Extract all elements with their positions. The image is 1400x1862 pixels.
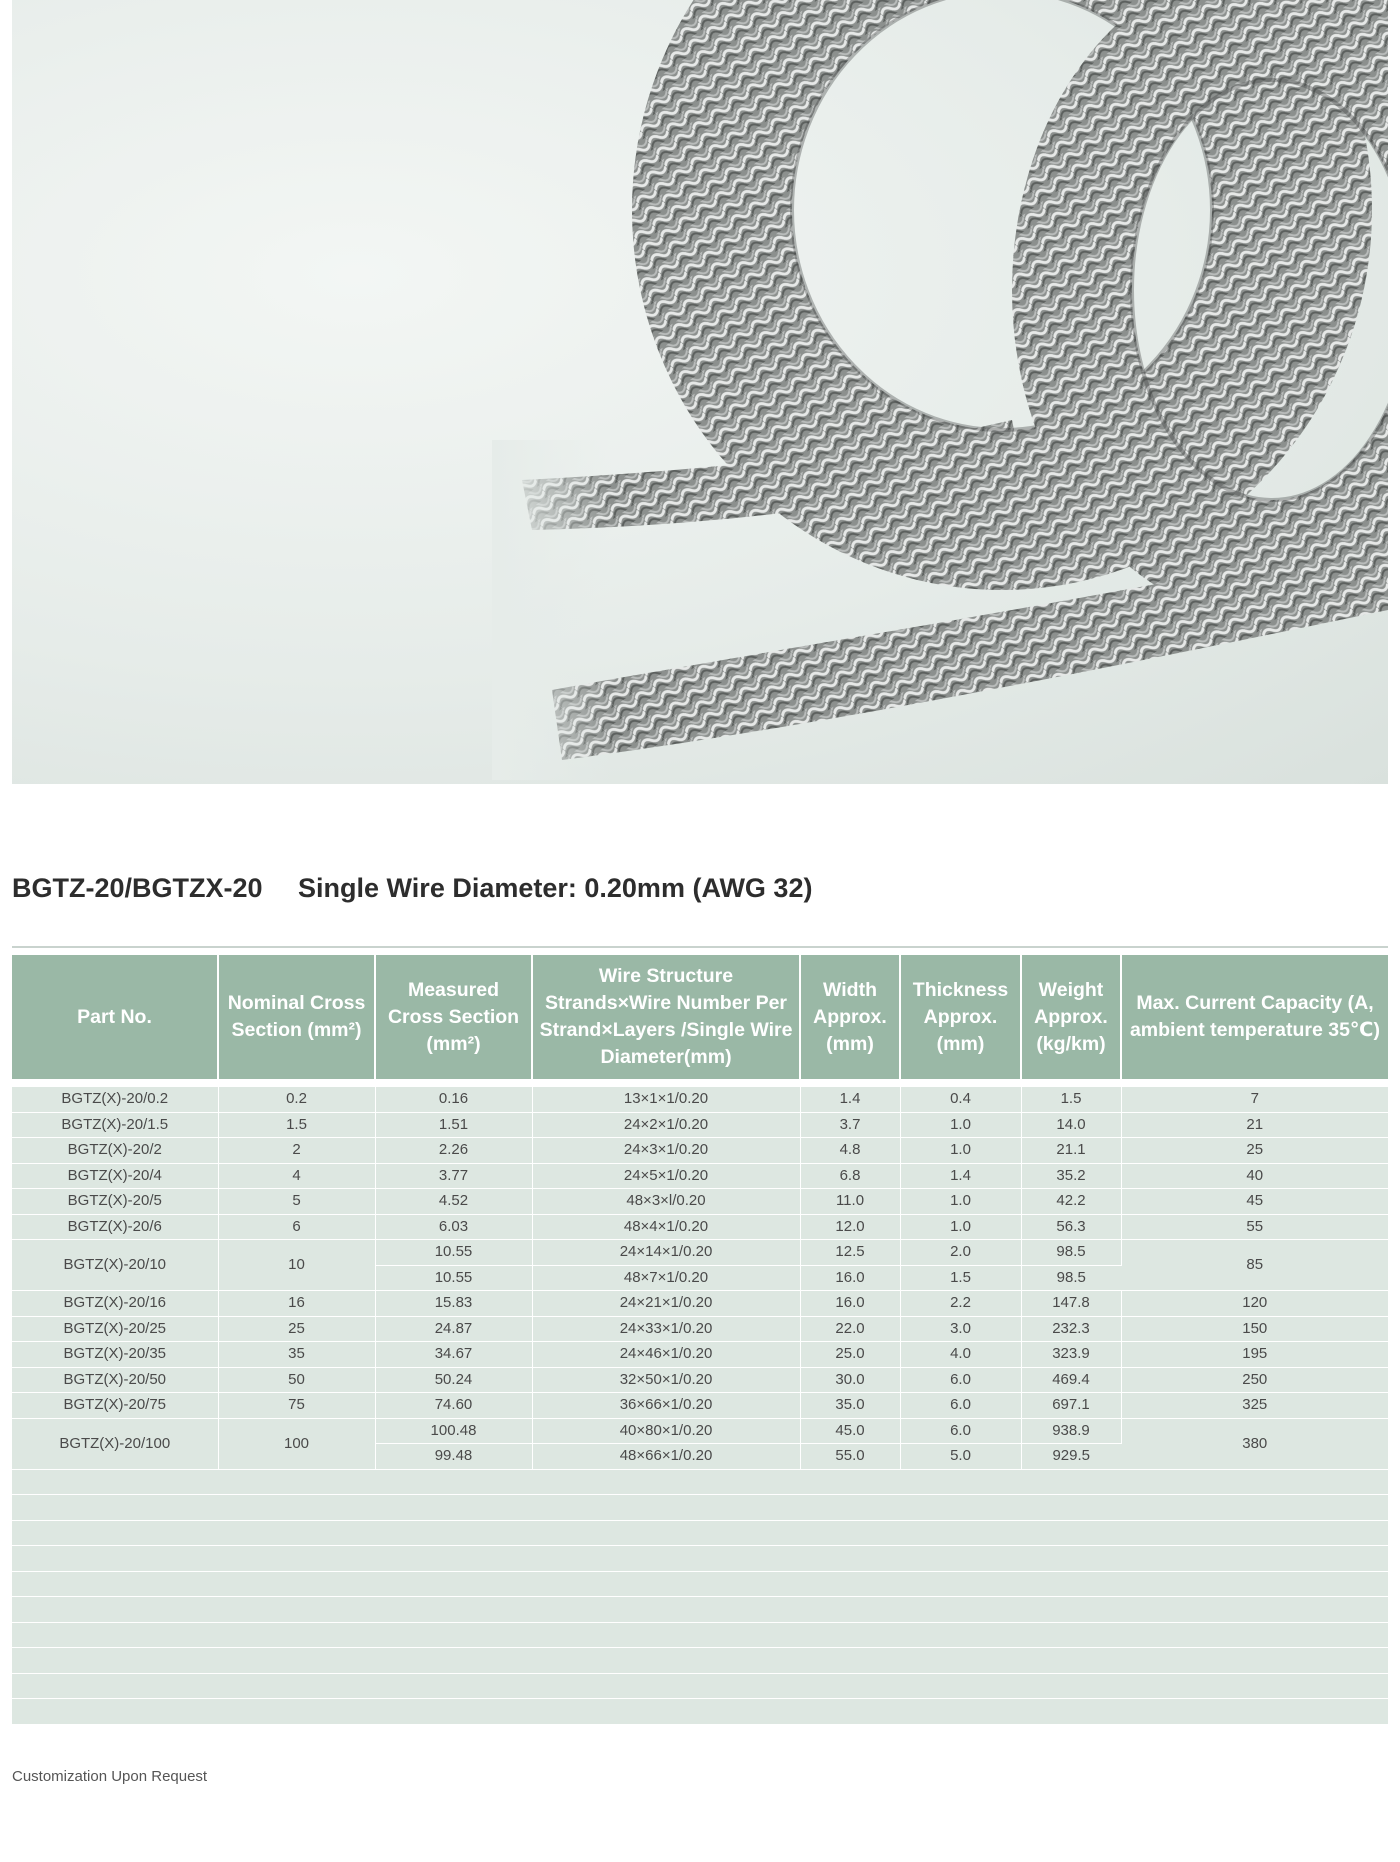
- col-max-current: Max. Current Capacity (A, ambient temperature 35℃): [1121, 955, 1388, 1079]
- width-cell: 45.0: [800, 1418, 900, 1444]
- max-current-cell: 325: [1121, 1393, 1388, 1419]
- product-photo: [12, 0, 1388, 784]
- table-row: [12, 1240, 1388, 1266]
- measured-cross-section-cell: 34.67: [375, 1342, 532, 1368]
- wire-structure-cell: 48×4×1/0.20: [532, 1214, 800, 1240]
- wire-structure-cell: 24×14×1/0.20: [532, 1240, 800, 1266]
- col-part-no: Part No.: [12, 955, 218, 1079]
- empty-cell: [12, 1546, 1388, 1572]
- nominal-cross-section-cell: 25: [218, 1316, 375, 1342]
- max-current-cell: 85: [1121, 1240, 1388, 1291]
- part-no-cell: BGTZ(X)-20/25: [12, 1316, 218, 1342]
- col-measured-cross-section: Measured Cross Section (mm²): [375, 955, 532, 1079]
- table-row: [12, 1112, 1388, 1138]
- nominal-cross-section-cell: 10: [218, 1240, 375, 1291]
- measured-cross-section-cell: 24.87: [375, 1316, 532, 1342]
- weight-cell: 14.0: [1021, 1112, 1121, 1138]
- part-no-cell: BGTZ(X)-20/4: [12, 1163, 218, 1189]
- nominal-cross-section-cell: 100: [218, 1418, 375, 1469]
- width-cell: 12.5: [800, 1240, 900, 1266]
- width-cell: 12.0: [800, 1214, 900, 1240]
- thickness-cell: 1.0: [900, 1214, 1021, 1240]
- wire-structure-cell: 24×46×1/0.20: [532, 1342, 800, 1368]
- empty-cell: [12, 1622, 1388, 1648]
- nominal-cross-section-cell: 75: [218, 1393, 375, 1419]
- part-no-cell: BGTZ(X)-20/1.5: [12, 1112, 218, 1138]
- wire-structure-cell: 13×1×1/0.20: [532, 1087, 800, 1112]
- customization-note: Customization Upon Request: [12, 1768, 208, 1785]
- table-row: [12, 1367, 1388, 1393]
- width-cell: 16.0: [800, 1265, 900, 1291]
- empty-cell: [12, 1673, 1388, 1699]
- empty-row: [12, 1546, 1388, 1572]
- weight-cell: 56.3: [1021, 1214, 1121, 1240]
- width-cell: 3.7: [800, 1112, 900, 1138]
- table-row: [12, 1214, 1388, 1240]
- table-title: [12, 873, 1388, 917]
- table-row: [12, 1316, 1388, 1342]
- empty-cell: [12, 1571, 1388, 1597]
- weight-cell: 42.2: [1021, 1189, 1121, 1215]
- empty-row: [12, 1648, 1388, 1674]
- nominal-cross-section-cell: 0.2: [218, 1087, 375, 1112]
- empty-cell: [12, 1495, 1388, 1521]
- title-divider: [12, 946, 1388, 948]
- max-current-cell: 7: [1121, 1087, 1388, 1112]
- measured-cross-section-cell: 99.48: [375, 1444, 532, 1470]
- nominal-cross-section-cell: 35: [218, 1342, 375, 1368]
- width-cell: 11.0: [800, 1189, 900, 1215]
- weight-cell: 929.5: [1021, 1444, 1121, 1470]
- header-gap: [12, 1079, 1388, 1087]
- empty-row: [12, 1495, 1388, 1521]
- width-cell: 16.0: [800, 1291, 900, 1317]
- part-no-cell: BGTZ(X)-20/16: [12, 1291, 218, 1317]
- wire-structure-cell: 24×3×1/0.20: [532, 1138, 800, 1164]
- max-current-cell: 25: [1121, 1138, 1388, 1164]
- empty-row: [12, 1673, 1388, 1699]
- thickness-cell: 5.0: [900, 1444, 1021, 1470]
- measured-cross-section-cell: 0.16: [375, 1087, 532, 1112]
- nominal-cross-section-cell: 1.5: [218, 1112, 375, 1138]
- measured-cross-section-cell: 15.83: [375, 1291, 532, 1317]
- empty-row: [12, 1520, 1388, 1546]
- width-cell: 25.0: [800, 1342, 900, 1368]
- width-cell: 30.0: [800, 1367, 900, 1393]
- measured-cross-section-cell: 3.77: [375, 1163, 532, 1189]
- table-header-row: [12, 955, 1388, 1079]
- wire-structure-cell: 48×66×1/0.20: [532, 1444, 800, 1470]
- measured-cross-section-cell: 2.26: [375, 1138, 532, 1164]
- nominal-cross-section-cell: 16: [218, 1291, 375, 1317]
- nominal-cross-section-cell: 5: [218, 1189, 375, 1215]
- max-current-cell: 150: [1121, 1316, 1388, 1342]
- measured-cross-section-cell: 1.51: [375, 1112, 532, 1138]
- table-row: [12, 1393, 1388, 1419]
- empty-row: [12, 1469, 1388, 1495]
- empty-cell: [12, 1648, 1388, 1674]
- max-current-cell: 55: [1121, 1214, 1388, 1240]
- part-no-cell: BGTZ(X)-20/100: [12, 1418, 218, 1469]
- thickness-cell: 0.4: [900, 1087, 1021, 1112]
- table-row: [12, 1291, 1388, 1317]
- weight-cell: 147.8: [1021, 1291, 1121, 1317]
- nominal-cross-section-cell: 4: [218, 1163, 375, 1189]
- table-row: [12, 1087, 1388, 1112]
- thickness-cell: 6.0: [900, 1393, 1021, 1419]
- wire-structure-cell: 24×5×1/0.20: [532, 1163, 800, 1189]
- measured-cross-section-cell: 4.52: [375, 1189, 532, 1215]
- measured-cross-section-cell: 100.48: [375, 1418, 532, 1444]
- width-cell: 22.0: [800, 1316, 900, 1342]
- empty-row: [12, 1571, 1388, 1597]
- thickness-cell: 1.0: [900, 1138, 1021, 1164]
- measured-cross-section-cell: 50.24: [375, 1367, 532, 1393]
- width-cell: 1.4: [800, 1087, 900, 1112]
- col-wire-structure: Wire Structure Strands×Wire Number Per Strand×Layers /Single Wire Diameter(mm): [532, 955, 800, 1079]
- thickness-cell: 4.0: [900, 1342, 1021, 1368]
- empty-cell: [12, 1469, 1388, 1495]
- wire-structure-cell: 48×3×l/0.20: [532, 1189, 800, 1215]
- spec-table: [12, 955, 1388, 1725]
- max-current-cell: 120: [1121, 1291, 1388, 1317]
- col-weight: Weight Approx. (kg/km): [1021, 955, 1121, 1079]
- wire-structure-cell: 24×2×1/0.20: [532, 1112, 800, 1138]
- width-cell: 55.0: [800, 1444, 900, 1470]
- wire-structure-cell: 24×33×1/0.20: [532, 1316, 800, 1342]
- weight-cell: 469.4: [1021, 1367, 1121, 1393]
- measured-cross-section-cell: 74.60: [375, 1393, 532, 1419]
- nominal-cross-section-cell: 6: [218, 1214, 375, 1240]
- wire-structure-cell: 48×7×1/0.20: [532, 1265, 800, 1291]
- part-no-cell: BGTZ(X)-20/0.2: [12, 1087, 218, 1112]
- thickness-cell: 1.0: [900, 1112, 1021, 1138]
- table-row: [12, 1418, 1388, 1444]
- part-no-cell: BGTZ(X)-20/35: [12, 1342, 218, 1368]
- part-no-cell: BGTZ(X)-20/2: [12, 1138, 218, 1164]
- part-no-cell: BGTZ(X)-20/10: [12, 1240, 218, 1291]
- wire-diameter-spec: Single Wire Diameter: 0.20mm (AWG 32): [298, 873, 813, 903]
- table-row: [12, 1189, 1388, 1215]
- empty-cell: [12, 1699, 1388, 1725]
- thickness-cell: 1.4: [900, 1163, 1021, 1189]
- max-current-cell: 195: [1121, 1342, 1388, 1368]
- wire-structure-cell: 32×50×1/0.20: [532, 1367, 800, 1393]
- width-cell: 35.0: [800, 1393, 900, 1419]
- max-current-cell: 21: [1121, 1112, 1388, 1138]
- col-width: Width Approx. (mm): [800, 955, 900, 1079]
- wire-structure-cell: 24×21×1/0.20: [532, 1291, 800, 1317]
- max-current-cell: 380: [1121, 1418, 1388, 1469]
- weight-cell: 232.3: [1021, 1316, 1121, 1342]
- thickness-cell: 3.0: [900, 1316, 1021, 1342]
- weight-cell: 35.2: [1021, 1163, 1121, 1189]
- empty-row: [12, 1622, 1388, 1648]
- braided-wire-coil-illustration: [12, 0, 1388, 784]
- thickness-cell: 1.0: [900, 1189, 1021, 1215]
- thickness-cell: 6.0: [900, 1418, 1021, 1444]
- part-no-cell: BGTZ(X)-20/5: [12, 1189, 218, 1215]
- model-number: BGTZ-20/BGTZX-20: [12, 873, 263, 903]
- table-row: [12, 1138, 1388, 1164]
- width-cell: 6.8: [800, 1163, 900, 1189]
- max-current-cell: 45: [1121, 1189, 1388, 1215]
- wire-structure-cell: 40×80×1/0.20: [532, 1418, 800, 1444]
- part-no-cell: BGTZ(X)-20/50: [12, 1367, 218, 1393]
- weight-cell: 21.1: [1021, 1138, 1121, 1164]
- table-row: [12, 1342, 1388, 1368]
- part-no-cell: BGTZ(X)-20/75: [12, 1393, 218, 1419]
- thickness-cell: 2.2: [900, 1291, 1021, 1317]
- col-nominal-cross-section: Nominal Cross Section (mm²): [218, 955, 375, 1079]
- weight-cell: 98.5: [1021, 1265, 1121, 1291]
- thickness-cell: 6.0: [900, 1367, 1021, 1393]
- wire-structure-cell: 36×66×1/0.20: [532, 1393, 800, 1419]
- nominal-cross-section-cell: 50: [218, 1367, 375, 1393]
- empty-row: [12, 1597, 1388, 1623]
- part-no-cell: BGTZ(X)-20/6: [12, 1214, 218, 1240]
- measured-cross-section-cell: 10.55: [375, 1240, 532, 1266]
- measured-cross-section-cell: 10.55: [375, 1265, 532, 1291]
- empty-row: [12, 1699, 1388, 1725]
- thickness-cell: 2.0: [900, 1240, 1021, 1266]
- max-current-cell: 250: [1121, 1367, 1388, 1393]
- measured-cross-section-cell: 6.03: [375, 1214, 532, 1240]
- max-current-cell: 40: [1121, 1163, 1388, 1189]
- width-cell: 4.8: [800, 1138, 900, 1164]
- weight-cell: 323.9: [1021, 1342, 1121, 1368]
- table-row: [12, 1163, 1388, 1189]
- weight-cell: 98.5: [1021, 1240, 1121, 1266]
- weight-cell: 1.5: [1021, 1087, 1121, 1112]
- thickness-cell: 1.5: [900, 1265, 1021, 1291]
- empty-cell: [12, 1520, 1388, 1546]
- weight-cell: 697.1: [1021, 1393, 1121, 1419]
- empty-cell: [12, 1597, 1388, 1623]
- nominal-cross-section-cell: 2: [218, 1138, 375, 1164]
- weight-cell: 938.9: [1021, 1418, 1121, 1444]
- col-thickness: Thickness Approx. (mm): [900, 955, 1021, 1079]
